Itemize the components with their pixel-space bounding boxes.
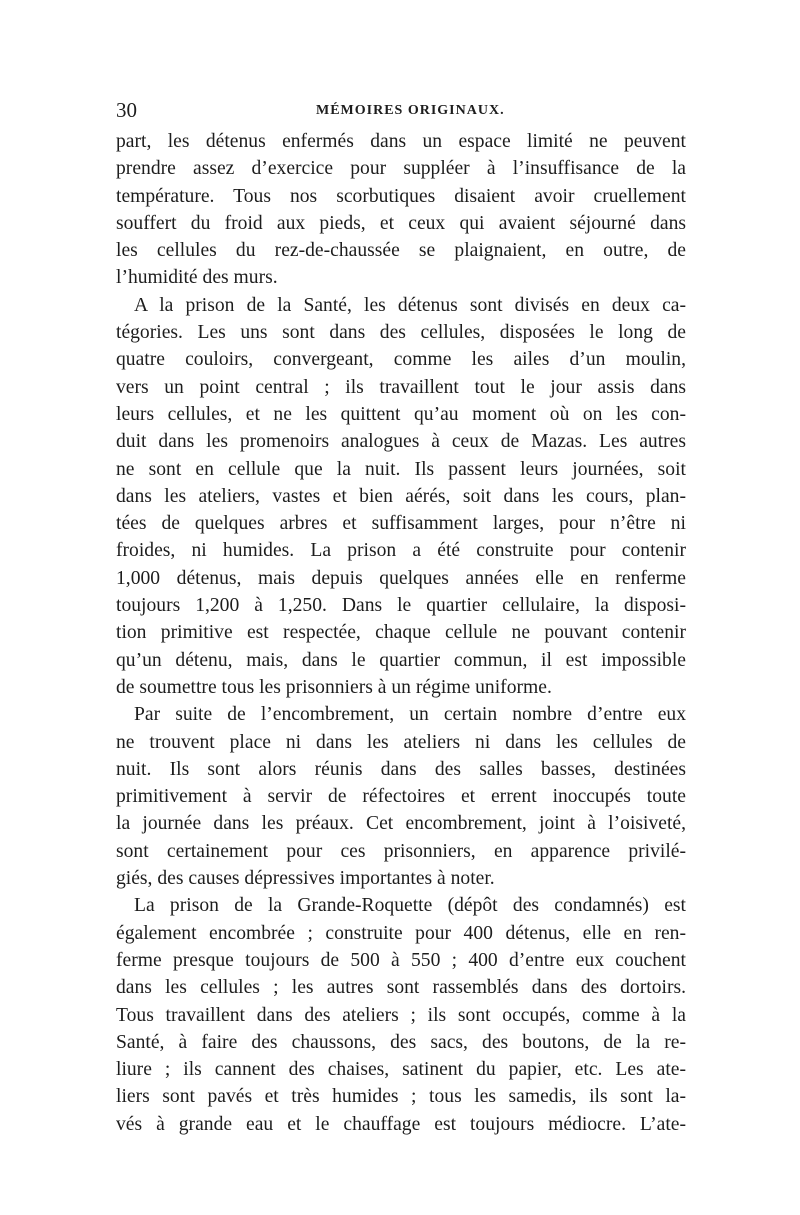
text-line: toujours 1,200 à 1,250. Dans le quartier cellulaire, la disposi- bbox=[116, 595, 686, 617]
text-line: souffert du froid aux pieds, et ceux qui avaient séjourné dans bbox=[116, 212, 686, 234]
text-line: liure ; ils cannent des chaises, satinent du papier, etc. Les ate- bbox=[116, 1059, 686, 1081]
text-line: Par suite de l’encombrement, un certain nombre d’entre eux bbox=[134, 704, 686, 726]
text-line: la journée dans les préaux. Cet encombrement, joint à l’oisiveté, bbox=[116, 813, 686, 835]
text-line: quatre couloirs, convergeant, comme les ailes d’un moulin, bbox=[116, 349, 686, 371]
text-line: 1,000 détenus, mais depuis quelques années elle en renferme bbox=[116, 567, 686, 589]
body-text bbox=[116, 128, 686, 1138]
text-line: ne trouvent place ni dans les ateliers ni dans les cellules de bbox=[116, 731, 686, 753]
text-line: sont certainement pour ces prisonniers, en apparence privilé- bbox=[116, 840, 686, 862]
text-line: les cellules du rez-de-chaussée se plaignaient, en outre, de bbox=[116, 240, 686, 262]
running-head: MÉMOIRES ORIGINAUX. bbox=[316, 103, 505, 118]
text-line: dans les ateliers, vastes et bien aérés, soit dans les cours, plan- bbox=[116, 485, 686, 507]
text-line: de soumettre tous les prisonniers à un régime uniforme. bbox=[116, 676, 552, 698]
text-line: duit dans les promenoirs analogues à ceux de Mazas. Les autres bbox=[116, 431, 686, 453]
page-number: 30 bbox=[116, 98, 137, 122]
text-line: ferme presque toujours de 500 à 550 ; 400 d’entre eux couchent bbox=[116, 949, 686, 971]
text-line: l’humidité des murs. bbox=[116, 267, 278, 289]
text-line: température. Tous nos scorbutiques disaient avoir cruellement bbox=[116, 185, 686, 207]
text-line: vés à grande eau et le chauffage est toujours médiocre. L’ate- bbox=[116, 1113, 686, 1135]
page-header bbox=[116, 98, 686, 124]
text-line: part, les détenus enfermés dans un espace limité ne peuvent bbox=[116, 131, 686, 152]
text-line: tion primitive est respectée, chaque cellule ne pouvant contenir bbox=[116, 622, 686, 644]
text-line: tégories. Les uns sont dans des cellules, disposées le long de bbox=[116, 322, 686, 344]
text-line: dans les cellules ; les autres sont rassemblés dans des dortoirs. bbox=[116, 977, 686, 999]
text-line: vers un point central ; ils travaillent tout le jour assis dans bbox=[116, 376, 686, 398]
text-line: également encombrée ; construite pour 400 détenus, elle en ren- bbox=[116, 922, 686, 944]
text-line: tées de quelques arbres et suffisamment larges, pour n’être ni bbox=[116, 513, 686, 535]
text-line: prendre assez d’exercice pour suppléer à l’insuffisance de la bbox=[116, 158, 686, 180]
text-line: giés, des causes dépressives importantes à noter. bbox=[116, 868, 495, 890]
text-line: leurs cellules, et ne les quittent qu’au moment où on les con- bbox=[116, 403, 686, 425]
text-line: nuit. Ils sont alors réunis dans des salles basses, destinées bbox=[116, 758, 686, 780]
text-line: Santé, à faire des chaussons, des sacs, des boutons, de la re- bbox=[116, 1031, 686, 1053]
text-line: primitivement à servir de réfectoires et errent inoccupés toute bbox=[116, 786, 686, 808]
text-line: froides, ni humides. La prison a été construite pour contenir bbox=[116, 540, 686, 562]
text-line: A la prison de la Santé, les détenus sont divisés en deux ca- bbox=[134, 294, 686, 316]
text-line: liers sont pavés et très humides ; tous les samedis, ils sont la- bbox=[116, 1086, 686, 1108]
text-line: Tous travaillent dans des ateliers ; ils sont occupés, comme à la bbox=[116, 1004, 686, 1026]
text-line: La prison de la Grande-Roquette (dépôt des condamnés) est bbox=[134, 895, 686, 917]
text-line: ne sont en cellule que la nuit. Ils passent leurs journées, soit bbox=[116, 458, 686, 480]
text-line: qu’un détenu, mais, dans le quartier commun, il est impossible bbox=[116, 649, 686, 671]
